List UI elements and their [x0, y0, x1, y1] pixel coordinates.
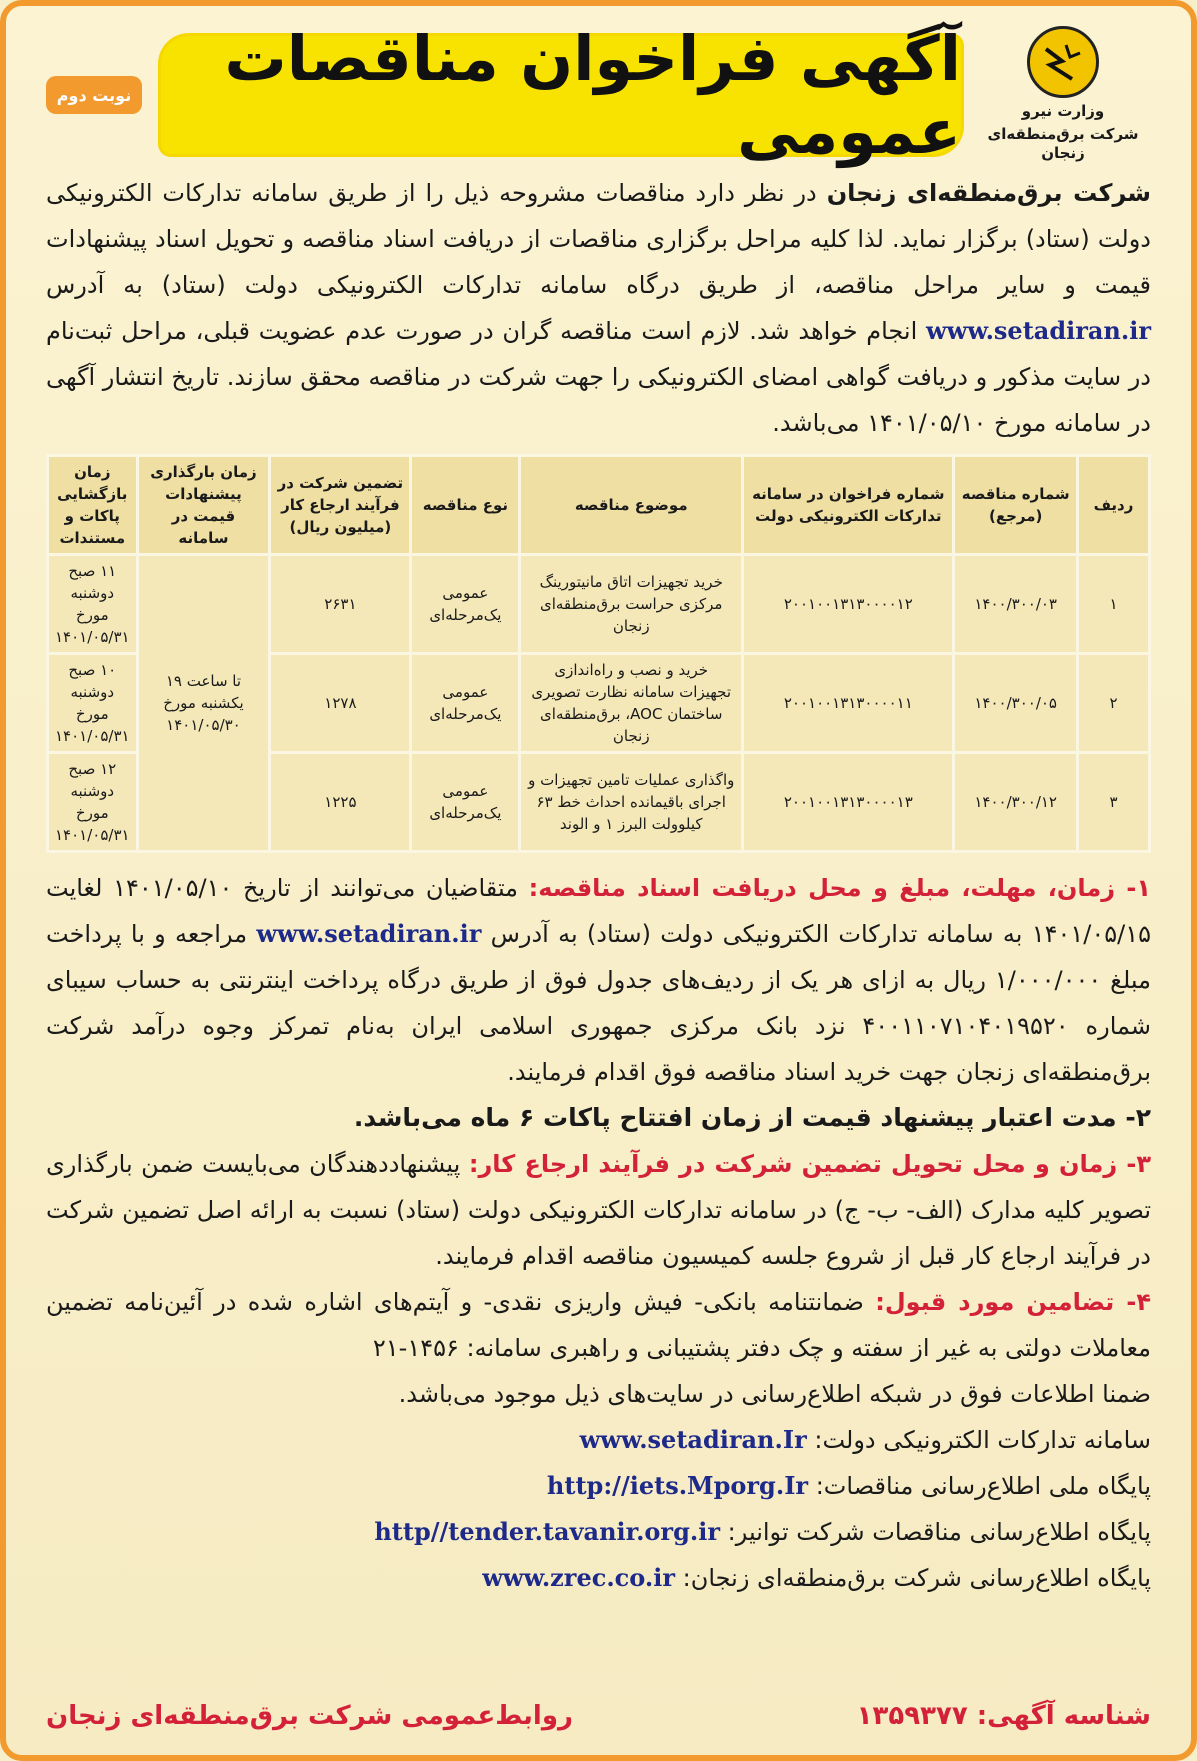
site-link[interactable]: www.zrec.co.ir	[482, 1563, 675, 1592]
intro-text-1: در نظر دارد مناقصات مشروحه ذیل را از طریق سامانه تدارکات الکترونیکی دولت (ستاد) برگزار نماید. لذا کلیه مراحل برگزاری مناقصات از دریافت اسناد مناقصه و تحویل اسناد پیشنهادات قیمت و سایر مراحل مناقصه، از طریق درگاه سامانه تدارکات الکترونیکی دولت (ستاد) به آدرس	[46, 179, 1151, 299]
col-header: ردیف	[1077, 456, 1149, 555]
site-row	[46, 1555, 1151, 1601]
cell-type: عمومی یک‌مرحله‌ای	[411, 654, 520, 753]
header	[46, 22, 1151, 168]
tenders-table	[46, 454, 1151, 853]
cell-no: ۱	[1077, 555, 1149, 654]
col-header: زمان بارگذاری پیشنهادات قیمت در سامانه	[137, 456, 270, 555]
cell-opening: ۱۱ صبح دوشنبه مورخ ۱۴۰۱/۰۵/۳۱	[48, 555, 138, 654]
cell-type: عمومی یک‌مرحله‌ای	[411, 753, 520, 852]
section-4-text: ضمانتنامه بانکی- فیش واریزی نقدی- و آیتم‌های اشاره شده در آئین‌نامه تضمین معاملات دولتی به غیر از سفته و چک دفتر پشتیبانی و راهبری سامانه: ۱۴۵۶-۲۱	[46, 1288, 1151, 1362]
col-header: موضوع مناقصه	[520, 456, 743, 555]
table-row	[48, 555, 1150, 654]
sites-note: ضمنا اطلاعات فوق در شبکه اطلاع‌رسانی در سایت‌های ذیل موجود می‌باشد.	[398, 1380, 1151, 1408]
logo-line1: وزارت نیرو	[1021, 102, 1105, 120]
cell-subject: خرید و نصب و راه‌اندازی تجهیزات سامانه نظارت تصویری ساختمان AOC، برق‌منطقه‌ای زنجان	[520, 654, 743, 753]
cell-no: ۲	[1077, 654, 1149, 753]
site-label: پایگاه اطلاع‌رسانی شرکت برق‌منطقه‌ای زنجان:	[682, 1564, 1151, 1592]
table-header-row	[48, 456, 1150, 555]
col-header: تضمین شرکت در فرآیند ارجاع کار (میلیون ریال)	[270, 456, 411, 555]
lightning-logo-icon	[1027, 26, 1099, 98]
section-4-title: ۴- تضامین مورد قبول:	[875, 1288, 1151, 1316]
col-header: شماره فراخوان در سامانه تدارکات الکترونیکی دولت	[743, 456, 954, 555]
round-badge: نوبت دوم	[46, 76, 142, 114]
ad-id: شناسه آگهی: ۱۳۵۹۳۷۷	[856, 1701, 1151, 1731]
site-row	[46, 1463, 1151, 1509]
cell-opening: ۱۰ صبح دوشنبه مورخ ۱۴۰۱/۰۵/۳۱	[48, 654, 138, 753]
section-1-link[interactable]: www.setadiran.ir	[256, 919, 482, 948]
company-name: شرکت برق‌منطقه‌ای زنجان	[826, 179, 1152, 207]
logo-line2: شرکت برق‌منطقه‌ای زنجان	[987, 125, 1139, 162]
page-title: آگهی فراخوان مناقصات عمومی	[224, 22, 961, 168]
section-3-text: پیشنهاددهندگان می‌بایست ضمن بارگذاری تصویر کلیه مدارک (الف- ب- ج) در سامانه تدارکات الکترونیکی دولت (ستاد) نسبت به ارائه اصل تضمین شرکت در فرآیند ارجاع کار قبل از شروع جلسه کمیسیون مناقصه اقدام فرمایند.	[46, 1150, 1151, 1270]
cell-subject: واگذاری عملیات تامین تجهیزات و اجرای باقیمانده احداث خط ۶۳ کیلوولت البرز ۱ و الوند	[520, 753, 743, 852]
section-3	[46, 1141, 1151, 1279]
cell-call: ۲۰۰۱۰۰۱۳۱۳۰۰۰۰۱۲	[743, 555, 954, 654]
site-row	[46, 1509, 1151, 1555]
cell-ref: ۱۴۰۰/۳۰۰/۰۵	[954, 654, 1078, 753]
site-label: پایگاه اطلاع‌رسانی مناقصات شرکت توانیر:	[727, 1518, 1151, 1546]
section-3-title: ۳- زمان و محل تحویل تضمین شرکت در فرآیند ارجاع کار:	[468, 1150, 1151, 1178]
section-1-text-1: متقاضیان می‌توانند از تاریخ ۱۴۰۱/۰۵/۱۰ لغایت ۱۴۰۱/۰۵/۱۵ به سامانه تدارکات الکترونیکی دولت (ستاد) به آدرس	[46, 874, 1151, 948]
cell-no: ۳	[1077, 753, 1149, 852]
setadiran-link[interactable]: www.setadiran.ir	[926, 316, 1151, 345]
section-1-title: ۱- زمان، مهلت، مبلغ و محل دریافت اسناد مناقصه:	[528, 874, 1152, 902]
cell-subject: خرید تجهیزات اتاق مانیتورینگ مرکزی حراست برق‌منطقه‌ای زنجان	[520, 555, 743, 654]
section-4	[46, 1279, 1151, 1371]
cell-ref: ۱۴۰۰/۳۰۰/۰۳	[954, 555, 1078, 654]
cell-guarantee: ۱۲۷۸	[270, 654, 411, 753]
cell-guarantee: ۱۲۲۵	[270, 753, 411, 852]
cell-call: ۲۰۰۱۰۰۱۳۱۳۰۰۰۰۱۱	[743, 654, 954, 753]
cell-upload-time: تا ساعت ۱۹ یکشنبه مورخ ۱۴۰۱/۰۵/۳۰	[137, 555, 270, 852]
intro-paragraph	[46, 170, 1151, 446]
public-relations: روابط‌عمومی شرکت برق‌منطقه‌ای زنجان	[46, 1701, 573, 1731]
footer	[46, 1691, 1151, 1741]
intro-text-2: انجام خواهد شد. لازم است مناقصه گران در صورت عدم عضویت قبلی، مراحل ثبت‌نام در سایت مذکور و دریافت گواهی امضای الکترونیکی را جهت شرکت در مناقصه محقق سازند. تاریخ انتشار آگهی در سامانه مورخ ۱۴۰۱/۰۵/۱۰ می‌باشد.	[46, 317, 1151, 437]
site-row	[46, 1417, 1151, 1463]
col-header: شماره مناقصه (مرجع)	[954, 456, 1078, 555]
section-1	[46, 865, 1151, 1095]
title-banner	[161, 22, 961, 168]
site-link[interactable]: http//tender.tavanir.org.ir	[374, 1517, 720, 1546]
col-header: زمان بازگشایی پاکات و مستندات	[48, 456, 138, 555]
site-label: پایگاه ملی اطلاع‌رسانی مناقصات:	[815, 1472, 1151, 1500]
cell-opening: ۱۲ صبح دوشنبه مورخ ۱۴۰۱/۰۵/۳۱	[48, 753, 138, 852]
cell-type: عمومی یک‌مرحله‌ای	[411, 555, 520, 654]
logo-block	[983, 26, 1143, 163]
cell-ref: ۱۴۰۰/۳۰۰/۱۲	[954, 753, 1078, 852]
cell-guarantee: ۲۶۳۱	[270, 555, 411, 654]
sections	[46, 865, 1151, 1601]
site-link[interactable]: www.setadiran.Ir	[579, 1425, 807, 1454]
cell-call: ۲۰۰۱۰۰۱۳۱۳۰۰۰۰۱۳	[743, 753, 954, 852]
site-label: سامانه تدارکات الکترونیکی دولت:	[814, 1426, 1151, 1454]
section-1-text-2: مراجعه و با پرداخت مبلغ ۱/۰۰۰/۰۰۰ ریال به ازای هر یک از ردیف‌های جدول فوق از طریق درگاه پرداخت اینترنتی به حساب سیبای شماره ۴۰۰۱۱۰۷۱۰۴۰۱۹۵۲۰ نزد بانک مرکزی جمهوری اسلامی ایران به‌نام تمرکز وجوه درآمد شرکت برق‌منطقه‌ای زنجان جهت خرید اسناد مناقصه فوق اقدام فرمایند.	[46, 920, 1152, 1086]
section-2: ۲- مدت اعتبار پیشنهاد قیمت از زمان افتتاح پاکات ۶ ماه می‌باشد.	[353, 1103, 1151, 1132]
site-link[interactable]: http://iets.Mporg.Ir	[546, 1471, 809, 1500]
col-header: نوع مناقصه	[411, 456, 520, 555]
